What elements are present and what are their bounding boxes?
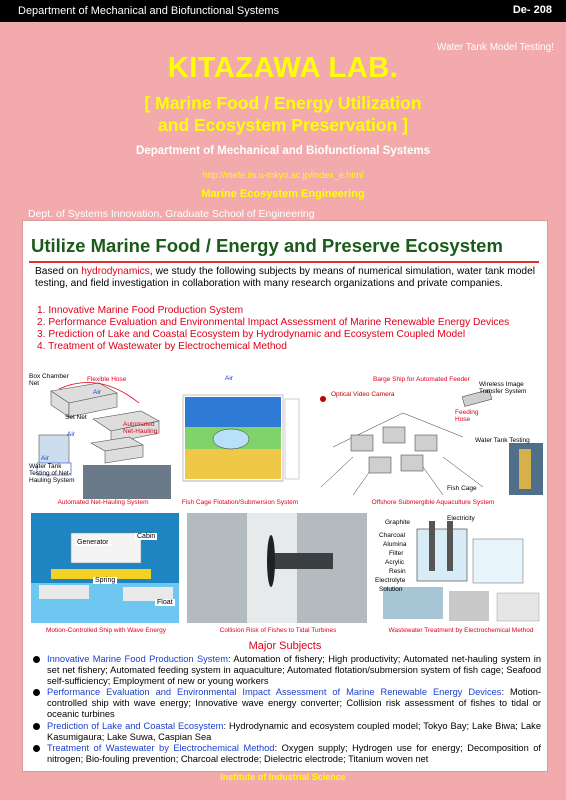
- bullet-icon: [33, 656, 40, 663]
- caption-tidal-turbine: Collision Risk of Fishes to Tidal Turbines: [219, 627, 337, 634]
- school-name: Dept. of Systems Innovation, Graduate School of Engineering: [28, 208, 315, 220]
- major-subject-body: : Automation of fishery; High productivity; Automated net-hauling system in set net fishery; Automated feeding system in aquaculture; Automated flotation/submersion system of fish cage; Seafood self-sufficiency; Employment of new or young workers: [47, 654, 541, 687]
- intro-part: Based on: [35, 266, 82, 277]
- major-subjects-heading: Major Subjects: [248, 640, 322, 652]
- caption-wastewater: Wastewater Treatment by Electrochemical Method: [388, 627, 534, 634]
- caption-fish-cage: Fish Cage Flotation/Submersion System: [181, 499, 299, 506]
- major-subject-body: : Motion-controlled ship with wave energy; Innovative wave energy converter; Collision risk assessment of fishes to tidal or oceanic turbines: [47, 687, 542, 720]
- major-subject-body: : Oxygen supply; Hydrogen use for energy; Decomposition of nitrogen; Bio-fouling prevention; Charcoal electrode; Dielectric electrode; Titanium woven net: [47, 742, 541, 764]
- main-heading: Utilize Marine Food / Energy and Preserve Ecosystem: [31, 235, 503, 256]
- subject-list: [37, 305, 537, 353]
- subject-item: 3. Prediction of Lake and Coastal Ecosystem by Hydrodynamic and Ecosystem Coupled Model: [37, 329, 466, 340]
- wastewater-diagram: [373, 511, 543, 623]
- label-feeding-hose: Feeding Hose: [455, 409, 479, 423]
- tidal-turbine-figure: [187, 513, 367, 623]
- major-subject-item: [33, 721, 541, 743]
- subject-item: 2. Performance Evaluation and Environmental Impact Assessment of Marine Renewable Energy Devices: [37, 317, 510, 328]
- label-cage-air: Air: [225, 375, 233, 382]
- bullet-icon: [33, 689, 40, 696]
- label-water-tank-net-hauling: Water Tank Testing of Net-Hauling System: [29, 463, 75, 484]
- subject-item: 4. Treatment of Wastewater by Electrochemical Method: [37, 341, 287, 352]
- footer-institute: Institute of Industrial Science: [220, 772, 346, 782]
- lab-name: KITAZAWA LAB.: [167, 52, 399, 84]
- fish-cage-figure: [173, 389, 303, 493]
- label-float: Float: [157, 599, 173, 606]
- major-subject-title: Prediction of Lake and Coastal Ecosystem: [47, 720, 224, 731]
- label-charcoal: Charcoal: [379, 532, 406, 539]
- label-electricity: Electricity: [447, 515, 475, 522]
- intro-text: [35, 266, 535, 290]
- heading-divider: [29, 261, 539, 263]
- intro-highlight: hydrodynamics: [81, 266, 150, 277]
- lab-url-link[interactable]: http://mefe.iis.u-tokyo.ac.jp/index_e.html: [202, 170, 364, 180]
- label-wireless-image: Wireless Image Transfer System: [479, 381, 527, 395]
- label-filter: Filter: [389, 550, 404, 557]
- bullet-icon: [33, 723, 40, 730]
- top-bar: [0, 0, 566, 22]
- label-electrolyte: Electrolyte: [375, 577, 406, 584]
- label-air-1: Air: [93, 389, 101, 396]
- caption-net-hauling: Automated Net-Hauling System: [57, 499, 149, 506]
- major-subject-item: [33, 743, 541, 765]
- label-box-chamber: Box Chamber Net: [29, 373, 69, 387]
- label-generator: Generator: [77, 539, 109, 546]
- wave-ship-photo: [31, 513, 179, 623]
- major-subject-item: [33, 654, 541, 687]
- water-tank-note: Water Tank Model Testing!: [436, 42, 554, 53]
- label-automated-net-hauling: Automated Net-Hauling: [123, 421, 158, 435]
- bullet-icon: [33, 745, 40, 752]
- department-name: Department of Mechanical and Biofunctional Systems: [136, 145, 430, 157]
- label-fish-cage: Fish Cage: [447, 485, 477, 492]
- poster-code: De- 208: [512, 4, 552, 16]
- subtitle-line-1: [ Marine Food / Energy Utilization: [144, 93, 422, 113]
- label-cabin: Cabin: [137, 533, 156, 540]
- content-panel: [22, 220, 548, 772]
- label-graphite: Graphite: [385, 519, 410, 526]
- label-acrylic: Acrylic: [385, 559, 405, 566]
- label-spring: Spring: [95, 577, 116, 584]
- label-flexible-hose: Flexible Hose: [87, 376, 127, 383]
- course-name: Marine Ecosystem Engineering: [201, 188, 365, 200]
- fish-cage-simulation-plot: [173, 389, 303, 493]
- label-resin: Resin: [389, 568, 406, 575]
- major-subject-title: Innovative Marine Food Production System: [47, 654, 228, 664]
- subject-item: 1. Innovative Marine Food Production System: [37, 305, 244, 316]
- label-solution: Solution: [379, 586, 403, 593]
- major-subject-title: Treatment of Wastewater by Electrochemical Method: [47, 742, 275, 753]
- label-air-3: Air: [41, 455, 49, 462]
- label-water-tank-testing: Water Tank Testing: [475, 437, 530, 444]
- lab-subtitle: [0, 92, 566, 136]
- caption-offshore: Offshore Submergible Aquaculture System: [371, 499, 495, 506]
- intro-part: , we study the following subjects by means of numerical simulation, water tank model testing, and field investigation in collaboration with many research organizations and private companies.: [35, 266, 535, 289]
- major-subject-body: : Hydrodynamic and ecosystem coupled model; Tokyo Bay; Lake Biwa; Lake Kasumigaura; Lake Suwa, Caspian Sea: [47, 720, 541, 742]
- label-optical-camera: Optical Video Camera: [331, 391, 395, 398]
- topbar-department: Department of Mechanical and Biofunctional Systems: [18, 5, 280, 17]
- header: [0, 22, 566, 222]
- label-alumina: Alumina: [383, 541, 407, 548]
- subtitle-line-2: and Ecosystem Preservation ]: [158, 115, 408, 135]
- caption-wave-ship: Motion-Controlled Ship with Wave Energy: [45, 627, 167, 634]
- wave-ship-figure: [31, 513, 179, 623]
- wastewater-figure: [373, 511, 543, 623]
- major-subject-title: Performance Evaluation and Environmental Impact Assessment of Marine Renewable Energy Devices: [47, 687, 502, 698]
- label-air-2: Air: [67, 431, 75, 438]
- label-set-net: Set Net: [65, 414, 87, 421]
- tidal-turbine-photo: [187, 513, 367, 623]
- major-subjects-list: [33, 654, 541, 765]
- major-subject-item: [33, 687, 541, 720]
- label-barge-ship: Barge Ship for Automated Feeder: [373, 376, 470, 383]
